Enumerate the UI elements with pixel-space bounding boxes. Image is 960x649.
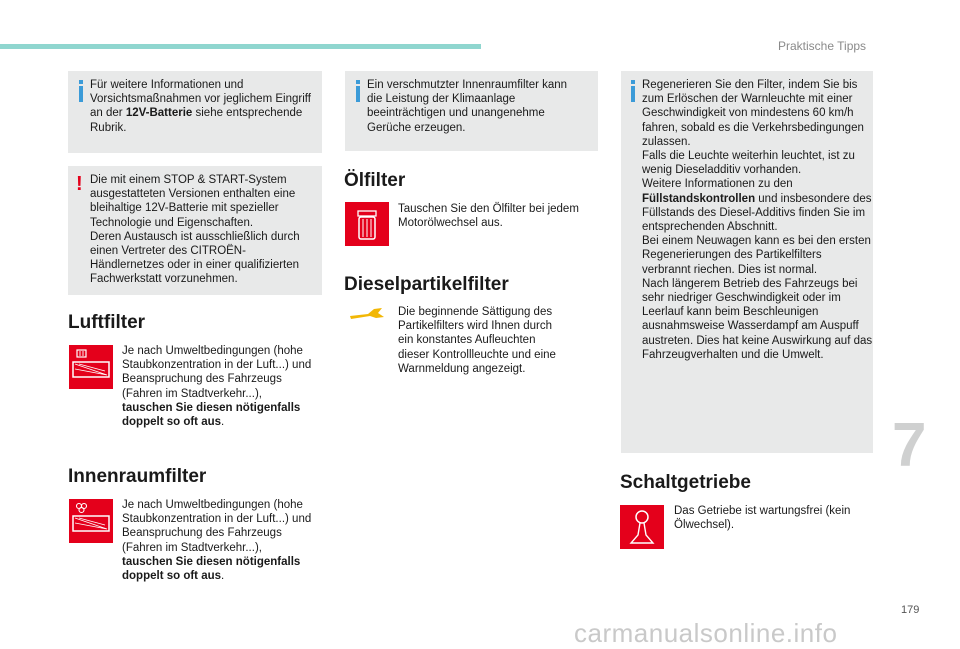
header-accent-bar [0,44,481,49]
oelfilter-text: Tauschen Sie den Ölfilter bei jedem Motorölwechsel aus. [398,203,579,230]
chapter-number: 7 [892,411,927,480]
page-number: 179 [901,604,920,616]
oil-filter-icon [345,202,389,246]
info-box-regeneration [621,71,873,453]
info-box-cabin-filter [345,71,598,151]
watermark: carmanualsonline.info [574,618,838,648]
info-icon [354,80,362,102]
schaltgetriebe-text: Das Getriebe ist wartungsfrei (kein Ölwechsel). [674,505,851,532]
info-box-battery-text: Für weitere Informationen und Vorsichtsmaßnahmen vor jeglichem Eingriff an der 12V-Batterie siehe entsprechende Rubrik. [90,79,311,134]
heading-oelfilter: Ölfilter [344,170,406,191]
innenraumfilter-text: Je nach Umweltbedingungen (hohe Staubkonzentration in der Luft...) und Beanspruchung des Fahrzeugs (Fahren im Stadtverkehr...), tauschen Sie diesen nötigenfalls doppelt so oft aus. [122,499,312,583]
warning-box-battery [68,166,322,295]
info-icon [629,80,637,102]
info-box-cabin-text: Ein verschmutzter Innenraumfilter kann die Leistung der Klimaanlage beeinträchtigen und unangenehme Gerüche erzeugen. [367,79,568,134]
air-filter-icon [69,345,113,389]
heading-dieselpartikelfilter: Dieselpartikelfilter [344,274,509,295]
section-title: Praktische Tipps [778,39,867,53]
heading-luftfilter: Luftfilter [68,312,146,333]
warning-icon: ! [76,173,83,195]
cabin-filter-icon [69,499,113,543]
info-icon [77,80,85,102]
heading-innenraumfilter: Innenraumfilter [68,466,207,487]
gearbox-icon [620,505,664,549]
luftfilter-text: Je nach Umweltbedingungen (hohe Staubkonzentration in der Luft...) und Beanspruchung des Fahrzeugs (Fahren im Stadtverkehr...), tauschen Sie diesen nötigenfalls doppelt so oft aus. [122,345,312,429]
info-box-regeneration-text: Regenerieren Sie den Filter, indem Sie bis zum Erlöschen der Warnleuchte mit einer Geschwindigkeit von mindestens 60 km/h fahren, sobald es die Verkehrsbedingungen zulassen. Falls die Leuchte weiterhin leuchtet, ist zu wenig Dieseladditiv vorhanden. Weitere Informationen zu den Füllstandskontrollen und insbesondere des Füllstands des Diesel-Additivs finden Sie im entsprechenden Abschnitt. Bei einem Neuwagen kann es bei den ersten Regenerierungen des Partikelfilters verbrannt riechen. Dies ist normal. Nach längerem Betrieb des Fahrzeugs bei sehr niedriger Geschwindigkeit oder im Leerlauf kann beim Beschleunigen ausnahmsweise Wasserdampf am Auspuff austreten. Dies hat keine Auswirkung auf das Fahrzeugverhalten und die Umwelt. [642,79,873,361]
dpf-text: Die beginnende Sättigung des Partikelfilters wird Ihnen durch ein konstantes Aufleuchten dieser Kontrollleuchte und eine Warnmeldung angezeigt. [398,306,556,375]
info-box-battery [68,71,322,153]
warning-box-text: Die mit einem STOP & START-System ausgestatteten Versionen enthalten eine bleihaltige 12V-Batterie mit spezieller Technologie und Eigenschaften. Deren Austausch ist ausschließlich durch einen Vertreter des CITROËN-Händlernetzes oder in einer qualifizierten Fachwerkstatt vorzunehmen. [90,174,300,286]
heading-schaltgetriebe: Schaltgetriebe [620,472,751,493]
wrench-warning-icon [348,305,386,330]
